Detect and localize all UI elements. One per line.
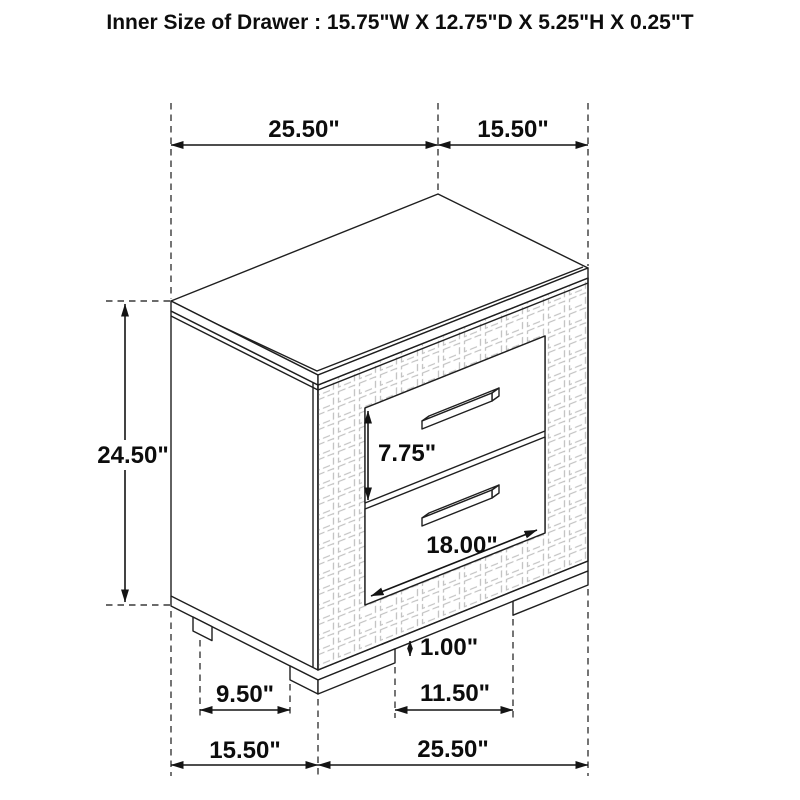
- foot-back-left: [193, 617, 212, 641]
- dim-label-bottom-depth: 15.50": [209, 737, 281, 764]
- dim-label-side-feet-spacing: 9.50": [215, 681, 275, 708]
- dim-label-bottom-width: 25.50": [417, 736, 489, 763]
- dim-label-foot-clearance: 1.00": [420, 634, 479, 661]
- dim-label-top-width: 25.50": [268, 116, 340, 143]
- foot-corner-left: [290, 666, 318, 694]
- dim-label-front-feet-spacing: 11.50": [419, 680, 491, 707]
- dim-label-height: 24.50": [97, 442, 169, 469]
- drawing-title: Inner Size of Drawer : 15.75"W X 12.75"D X 5.25"H X 0.25"T: [106, 11, 694, 34]
- dim-label-drawer-height: 7.75": [378, 440, 437, 467]
- dim-label-top-depth: 15.50": [477, 116, 549, 143]
- dim-label-drawer-width: 18.00": [426, 532, 498, 559]
